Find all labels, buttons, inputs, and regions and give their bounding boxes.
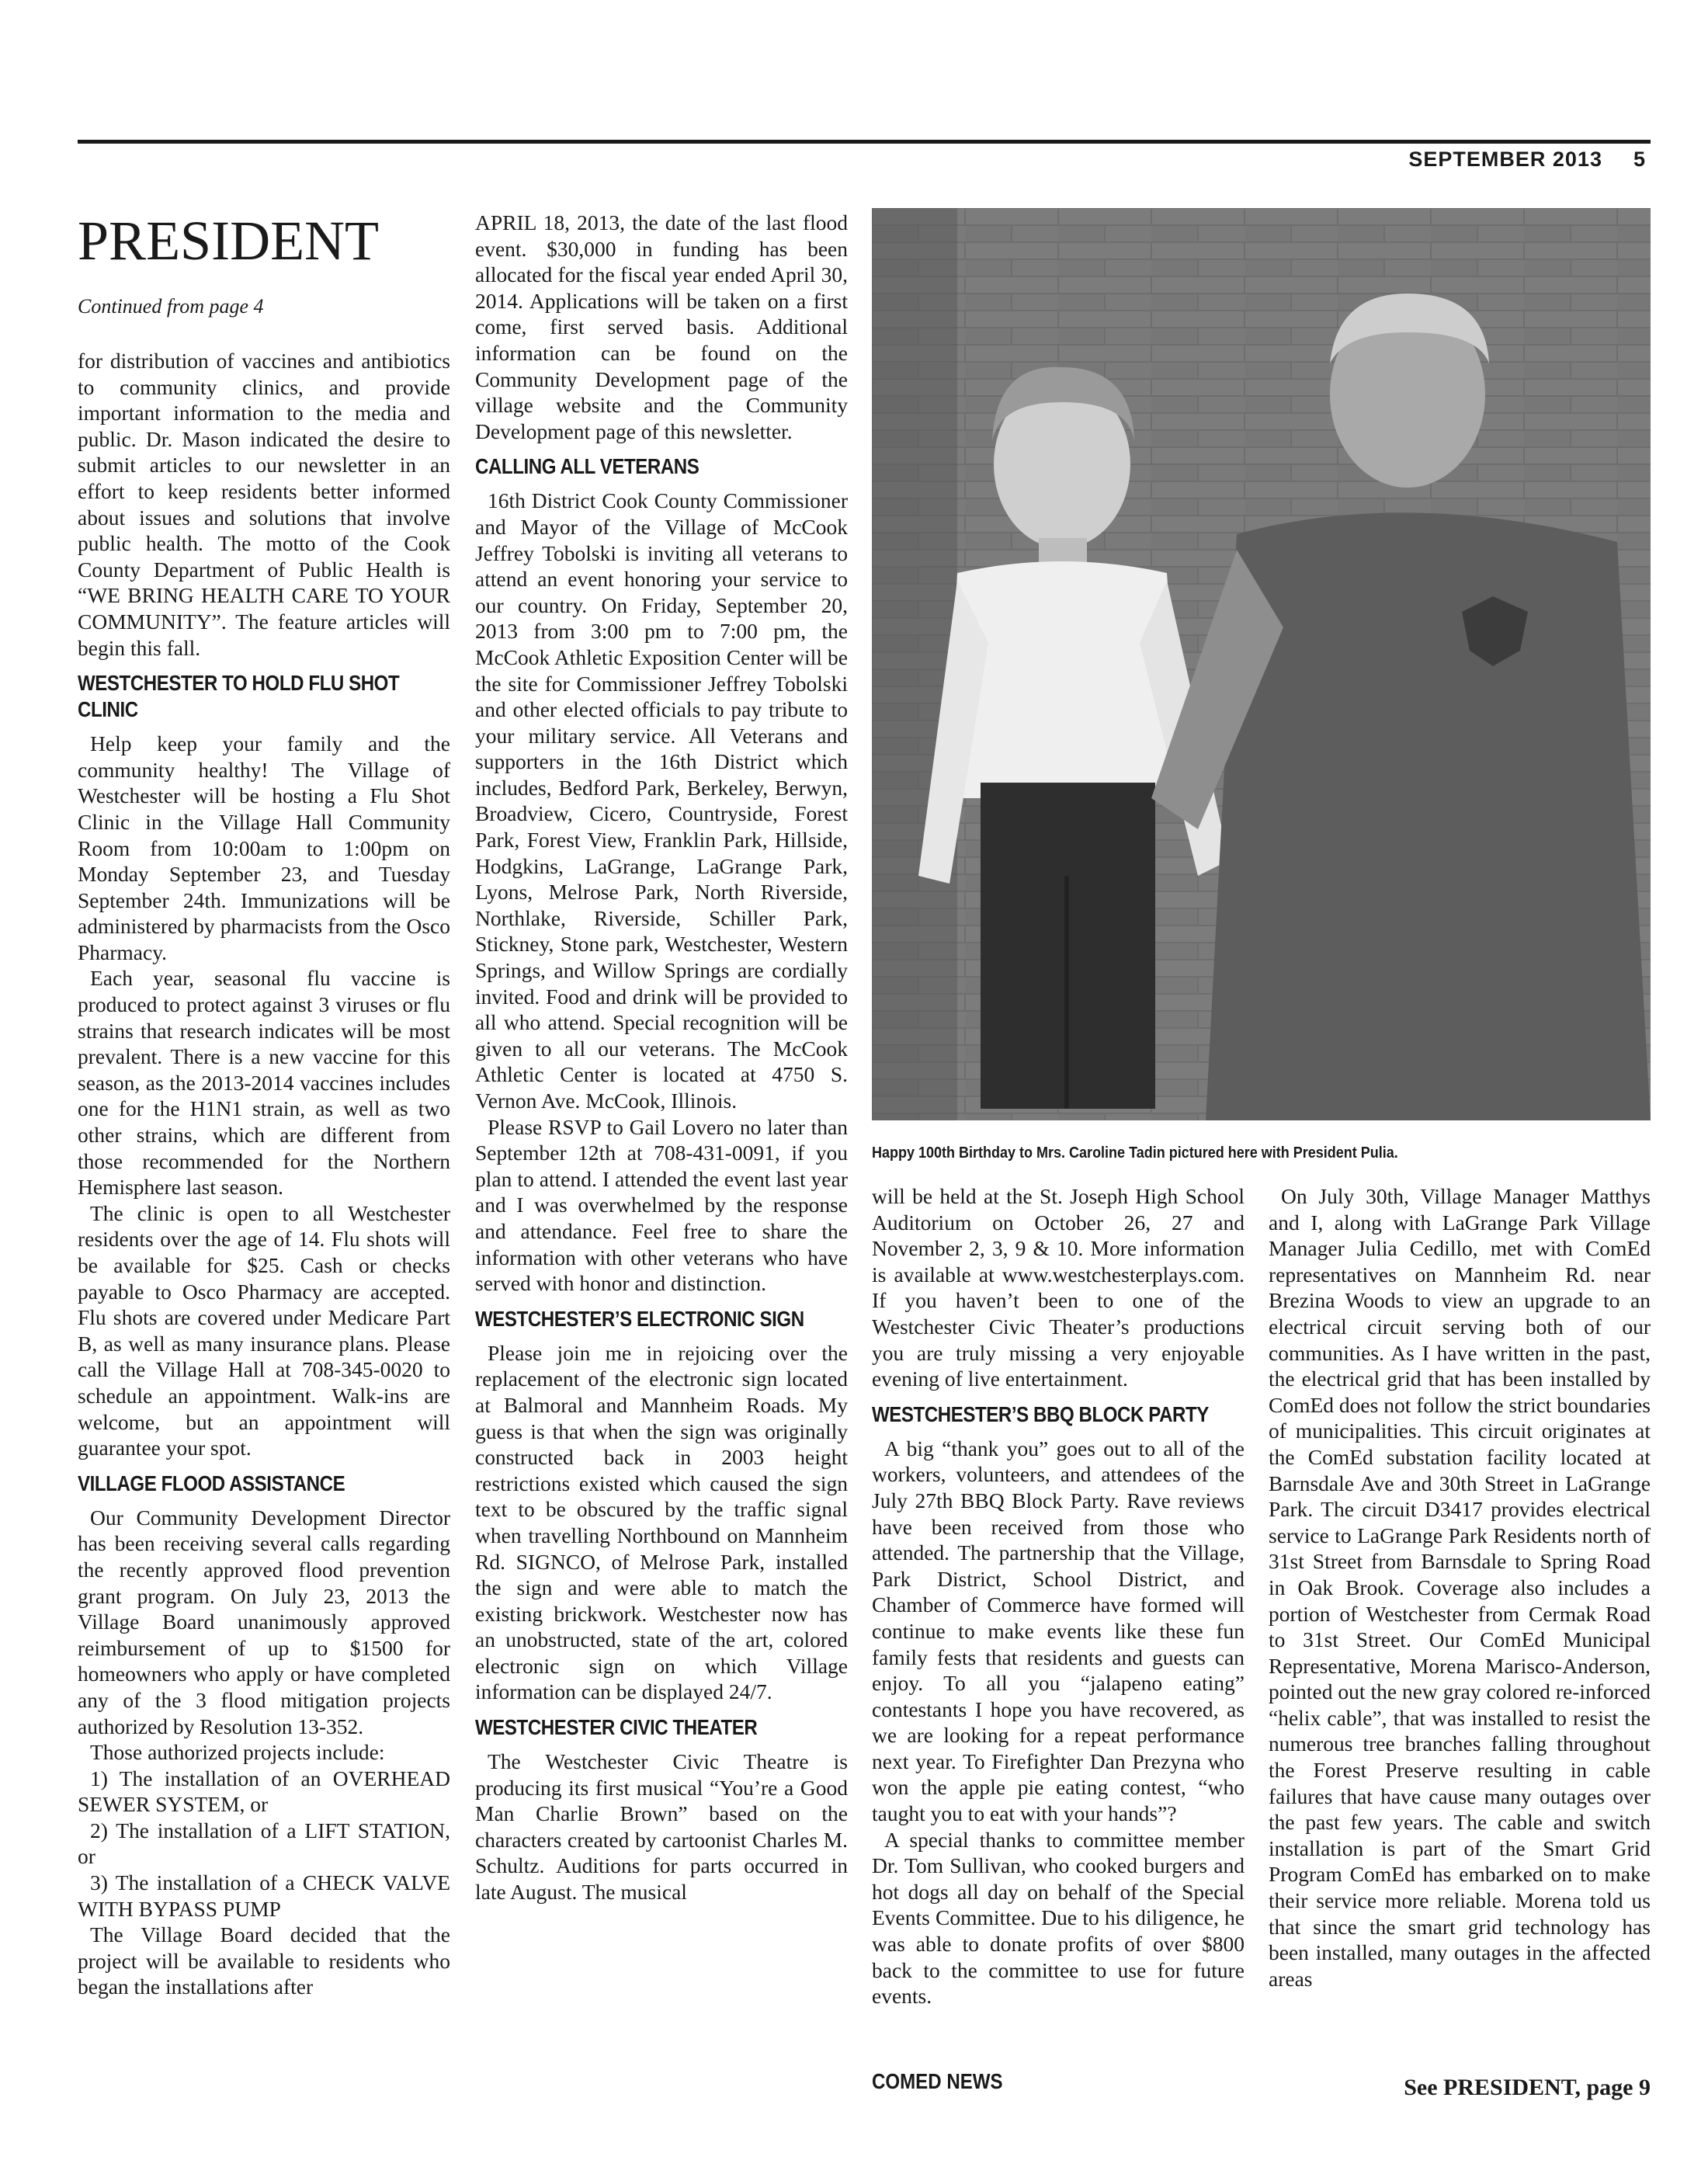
paragraph: A big “thank you” goes out to all of the workers, volunteers, and attendees of the July 27th BBQ Block Party. Rave reviews have been received from those who attended. The partnership that the Village, Park District, School District, and Chamber of Commerce have formed will continue to make events like these fun family fests that residents and guests can enjoy. To all you “jalapeno eating” contestants I hope you have recovered, as we are looking for a repeat performance next year. To Firefighter Dan Prezyna who won the apple pie eating contest, “who taught you to eat with your hands”? (872, 1436, 1245, 1826)
article-heading-flood: VILLAGE FLOOD ASSISTANCE (78, 1471, 345, 1495)
page-number: 5 (1633, 148, 1646, 171)
paragraph: Please RSVP to Gail Lovero no later than September 12th at 708-431-0091, if you plan to attend. I attended the event last year and I was overwhelmed by the response and attendance. Feel free to share the information with other veterans who have served with honor and distinction. (475, 1114, 848, 1296)
paragraph: The Village Board decided that the project will be available to residents who began the installations after (78, 1922, 450, 1999)
paragraph: Those authorized projects include: (90, 1740, 385, 1765)
article-heading-bbq: WESTCHESTER’S BBQ BLOCK PARTY (872, 1401, 1209, 1426)
paragraph: will be held at the St. Joseph High School Auditorium on October 26, 27 and November 2, 3, 9 & 10. More information is available at www.westchesterplays.com. If you haven’t been to one of the Westchester Civic Theater’s productions you are truly missing a very enjoyable evening of live entertainment. (872, 1184, 1245, 1391)
column-1 (78, 210, 450, 2000)
list-item: 3) The installation of a CHECK VALVE WITH BYPASS PUMP (78, 1870, 450, 1921)
article-heading-theater: WESTCHESTER CIVIC THEATER (475, 1715, 758, 1740)
paragraph: Each year, seasonal flu vaccine is produced to protect against 3 viruses or flu strains that research indicates will be most prevalent. There is a new vaccine for this season, as the 2013-2014 vaccines includes one for the H1N1 strain, as well as two other strains, which are different from those recommended for the Northern Hemisphere last season. (78, 966, 450, 1200)
column-3 (872, 1183, 1245, 2009)
paragraph: Our Community Development Director has been receiving several calls regarding the recently approved flood prevention grant program. On July 23, 2013 the Village Board unanimously approved reimbursement of up to $1500 for homeowners who apply or have completed any of the 3 flood mitigation projects authorized by Resolution 13-352. (78, 1505, 450, 1738)
paragraph: The clinic is open to all Westchester residents over the age of 14. Flu shots will be available for $25. Cash or checks payable to Osco Pharmacy are accepted. Flu shots are covered under Medicare Part B, as well as many insurance plans. Please call the Village Hall at 708-345-0020 to schedule an appointment. Walk-ins are welcome, but an appointment will guarantee your spot. (78, 1200, 450, 1460)
paragraph: for distribution of vaccines and antibiotics to community clinics, and provide important information to the media and public. Dr. Mason indicated the desire to submit articles to our newsletter in an effort to keep residents better informed about issues and solutions that involve public health. The motto of the Cook County Department of Public Health is “WE BRING HEALTH CARE TO YOUR COMMUNITY”. The feature articles will begin this fall. (78, 349, 450, 660)
list-item: 1) The installation of an OVERHEAD SEWER SYSTEM, or (78, 1766, 450, 1817)
list-item: 2) The installation of a LIFT STATION, or (78, 1818, 450, 1869)
paragraph: 16th District Cook County Commissioner and Mayor of the Village of McCook Jeffrey Tobolski is inviting all veterans to attend an event honoring your service to our country. On Friday, September 20, 2013 from 3:00 pm to 7:00 pm, the McCook Athletic Exposition Center will be the site for Commissioner Jeffrey Tobolski and other elected officials to pay tribute to your military service. All Veterans and supporters in the 16th District which includes, Bedford Park, Berkeley, Berwyn, Broadview, Cicero, Countryside, Forest Park, Forest View, Franklin Park, Hillside, Hodgkins, LaGrange, LaGrange Park, Lyons, Melrose Park, North Riverside, Northlake, Riverside, Schiller Park, Stickney, Stone park, Westchester, Western Springs, and Willow Springs are cordially invited. Food and drink will be provided to all who attend. Special recognition will be given to all our veterans. The McCook Athletic Center is located at 4750 S. Vernon Ave. McCook, Illinois. (475, 488, 848, 1113)
article-heading-comed: COMED NEWS (872, 2069, 1003, 2093)
paragraph: APRIL 18, 2013, the date of the last flood event. $30,000 in funding has been allocated for the fiscal year ended April 30, 2014. Applications will be taken on a first come, first served basis. Additional information can be found on the Community Development page of the village website and the Community Development page of this newsletter. (475, 210, 848, 443)
paragraph: On July 30th, Village Manager Matthys and I, along with LaGrange Park Village Manager Julia Cedillo, met with ComEd representatives on Mannheim Rd. near Brezina Woods to view an upgrade to an electrical circuit serving both of our communities. As I have written in the past, the electrical grid that has been installed by ComEd does not follow the strict boundaries of municipalities. This circuit originates at the ComEd substation facility located at Barnsdale Ave and 30th Street in LaGrange Park. The circuit D3417 provides electrical service to LaGrange Park Residents north of 31st Street from Barnsdale to Spring Road in Oak Brook. Coverage also includes a portion of Westchester from Cermak Road to 31st Street. Our ComEd Municipal Representative, Morena Marisco-Anderson, pointed out the new gray colored re-inforced “helix cable”, that was installed to resist the numerous tree branches falling throughout the Forest Preserve resulting in cable failures that have cause many outages over the past few years. The cable and switch installation is part of the Smart Grid Program ComEd has embarked on to make their service more reliable. Morena told us that since the smart grid technology has been installed, many outages in the affected areas (1269, 1184, 1651, 1991)
column-2 (475, 210, 848, 1905)
paragraph: Help keep your family and the community healthy! The Village of Westchester will be hosting a Flu Shot Clinic in the Village Hall Community Room from 10:00am to 1:00pm on Monday September 23, and Tuesday September 24th. Immunizations will be administered by pharmacists from the Osco Pharmacy. (78, 731, 450, 964)
article-heading-flu: WESTCHESTER TO HOLD FLU SHOT CLINIC (78, 671, 400, 722)
column-4 (1269, 1183, 1651, 1992)
section-kicker: PRESIDENT (78, 210, 380, 272)
continued-note: Continued from page 4 (78, 295, 264, 318)
continued-jump-line: See PRESIDENT, page 9 (1404, 2075, 1651, 2100)
paragraph: A special thanks to committee member Dr. Tom Sullivan, who cooked burgers and hot dogs all day on behalf of the Special Events Committee. Due to his diligence, he was able to donate profits of over $800 back to the committee to use for future events. (872, 1827, 1245, 2009)
paragraph: Please join me in rejoicing over the replacement of the electronic sign located at Balmoral and Mannheim Roads. My guess is that when the sign was originally constructed back in 2003 height restrictions existed which caused the sign text to be obscured by the traffic signal when travelling Northbound on Mannheim Rd. SIGNCO, of Melrose Park, installed the sign and were able to match the existing brickwork. Westchester now has an unobstructed, state of the art, colored electronic sign on which Village information can be displayed 24/7. (475, 1340, 848, 1704)
photo-caption: Happy 100th Birthday to Mrs. Caroline Tadin pictured here with President Pulia. (872, 1144, 1398, 1162)
header-rule (78, 140, 1651, 144)
article-heading-sign: WESTCHESTER’S ELECTRONIC SIGN (475, 1306, 804, 1331)
article-heading-veterans: CALLING ALL VETERANS (475, 454, 700, 479)
birthday-photo (872, 208, 1651, 1120)
paragraph: The Westchester Civic Theatre is producing its first musical “You’re a Good Man Charlie Brown” based on the characters created by cartoonist Charles M. Schultz. Auditions for parts occurred in late August. The musical (475, 1749, 848, 1905)
page-folio (1408, 148, 1646, 172)
photo-illustration (872, 208, 1651, 1120)
issue-date: SEPTEMBER 2013 (1408, 148, 1602, 171)
